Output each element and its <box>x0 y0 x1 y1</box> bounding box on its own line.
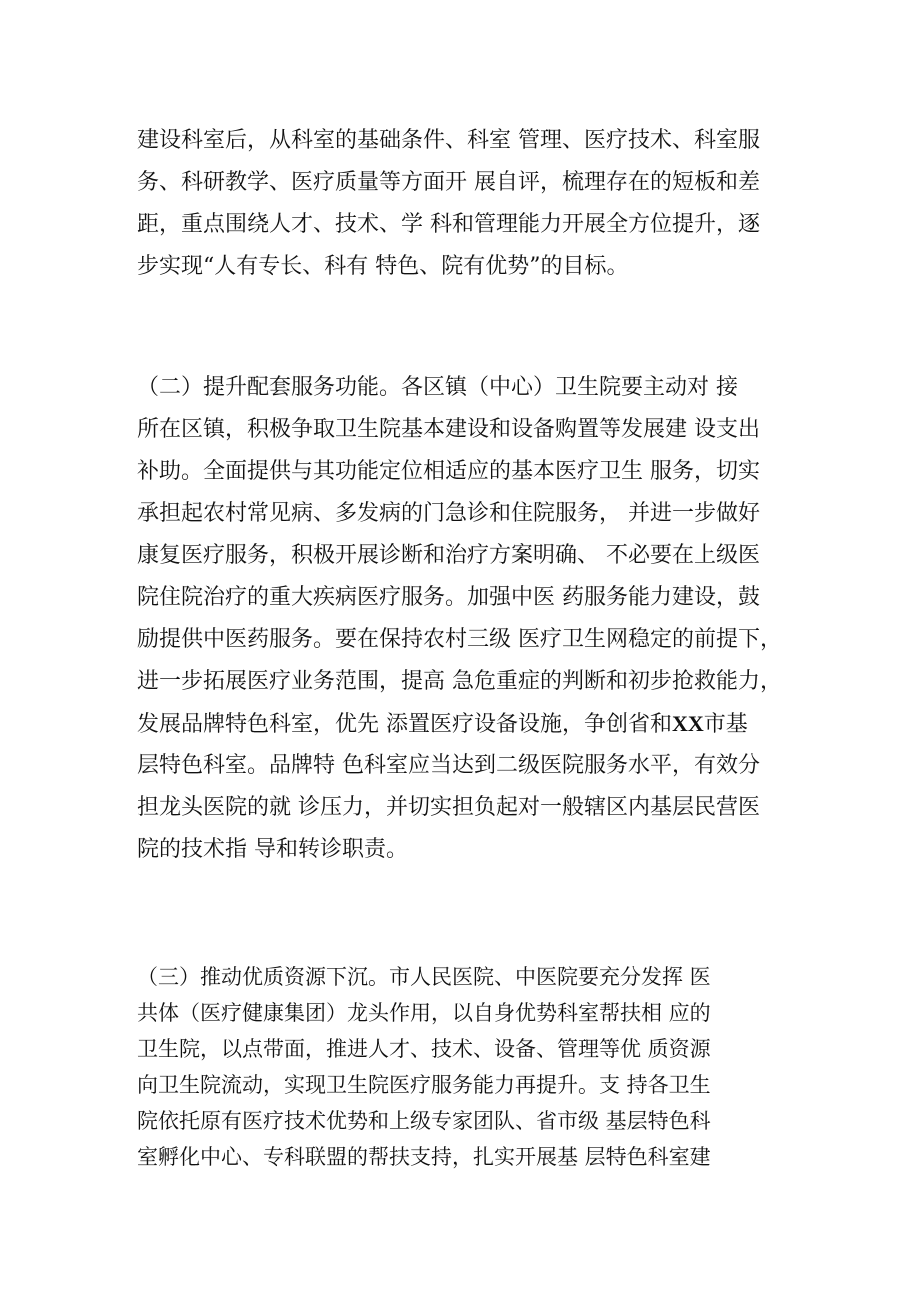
paragraph-line: 补助。全面提供与其功能定位相适应的基本医疗卫生 服务，切实 <box>137 459 760 484</box>
paragraph-line: 室孵化中心、专科联盟的帮扶支持，扎实开展基 层特色科室建 <box>137 1145 711 1169</box>
line-text: 发展品牌特色科室，优先 添置医疗设备设施，争创省和 <box>137 712 672 737</box>
paragraph-line: 步实现“人有专长、科有 特色、院有优势”的目标。 <box>137 254 629 279</box>
line-text-tail: 市基 <box>703 712 748 737</box>
paragraph-line: 担龙头医院的就 诊压力，并切实担负起对一般辖区内基层民营医 <box>137 795 760 820</box>
paragraph-line: 励提供中医药服务。要在保持农村三级 医疗卫生网稳定的前提下， <box>137 627 782 652</box>
paragraph-line <box>137 711 748 738</box>
paragraph-line: 共体（医疗健康集团）龙头作用，以自身优势科室帮扶相 应的 <box>137 1001 711 1025</box>
paragraph-line: 院住院治疗的重大疾病医疗服务。加强中医 药服务能力建设，鼓 <box>137 585 760 610</box>
paragraph-line: 承担起农村常见病、多发病的门急诊和住院服务， 并进一步做好 <box>137 501 760 526</box>
paragraph-line: 所在区镇，积极争取卫生院基本建设和设备购置等发展建 设支出 <box>137 417 760 442</box>
paragraph-line: 院的技术指 导和转诊职责。 <box>137 837 408 862</box>
paragraph-line: 层特色科室。品牌特 色科室应当达到二级医院服务水平，有效分 <box>137 753 760 778</box>
paragraph-line: 向卫生院流动，实现卫生院医疗服务能力再提升。支 持各卫生 <box>137 1073 711 1097</box>
paragraph-line: 务、科研教学、医疗质量等方面开 展自评，梳理存在的短板和差 <box>137 170 760 195</box>
paragraph-line: 康复医疗服务，积极开展诊断和治疗方案明确、 不必要在上级医 <box>137 543 760 568</box>
paragraph-line: 院依托原有医疗技术优势和上级专家团队、省市级 基层特色科 <box>137 1109 711 1133</box>
paragraph-line: （三）推动优质资源下沉。市人民医院、中医院要充分发挥 医 <box>137 965 711 989</box>
paragraph-line: 进一步拓展医疗业务范围，提高 急危重症的判断和初步抢救能力， <box>137 669 782 694</box>
placeholder-xx: XX <box>672 711 704 736</box>
paragraph-line: （二）提升配套服务功能。各区镇（中心）卫生院要主动对 接 <box>137 375 738 400</box>
paragraph-line: 卫生院，以点带面，推进人才、技术、设备、管理等优 质资源 <box>137 1037 711 1061</box>
paragraph-line: 建设科室后，从科室的基础条件、科室 管理、医疗技术、科室服 <box>137 128 760 153</box>
paragraph-line: 距，重点围绕人才、技术、学 科和管理能力开展全方位提升，逐 <box>137 212 760 237</box>
